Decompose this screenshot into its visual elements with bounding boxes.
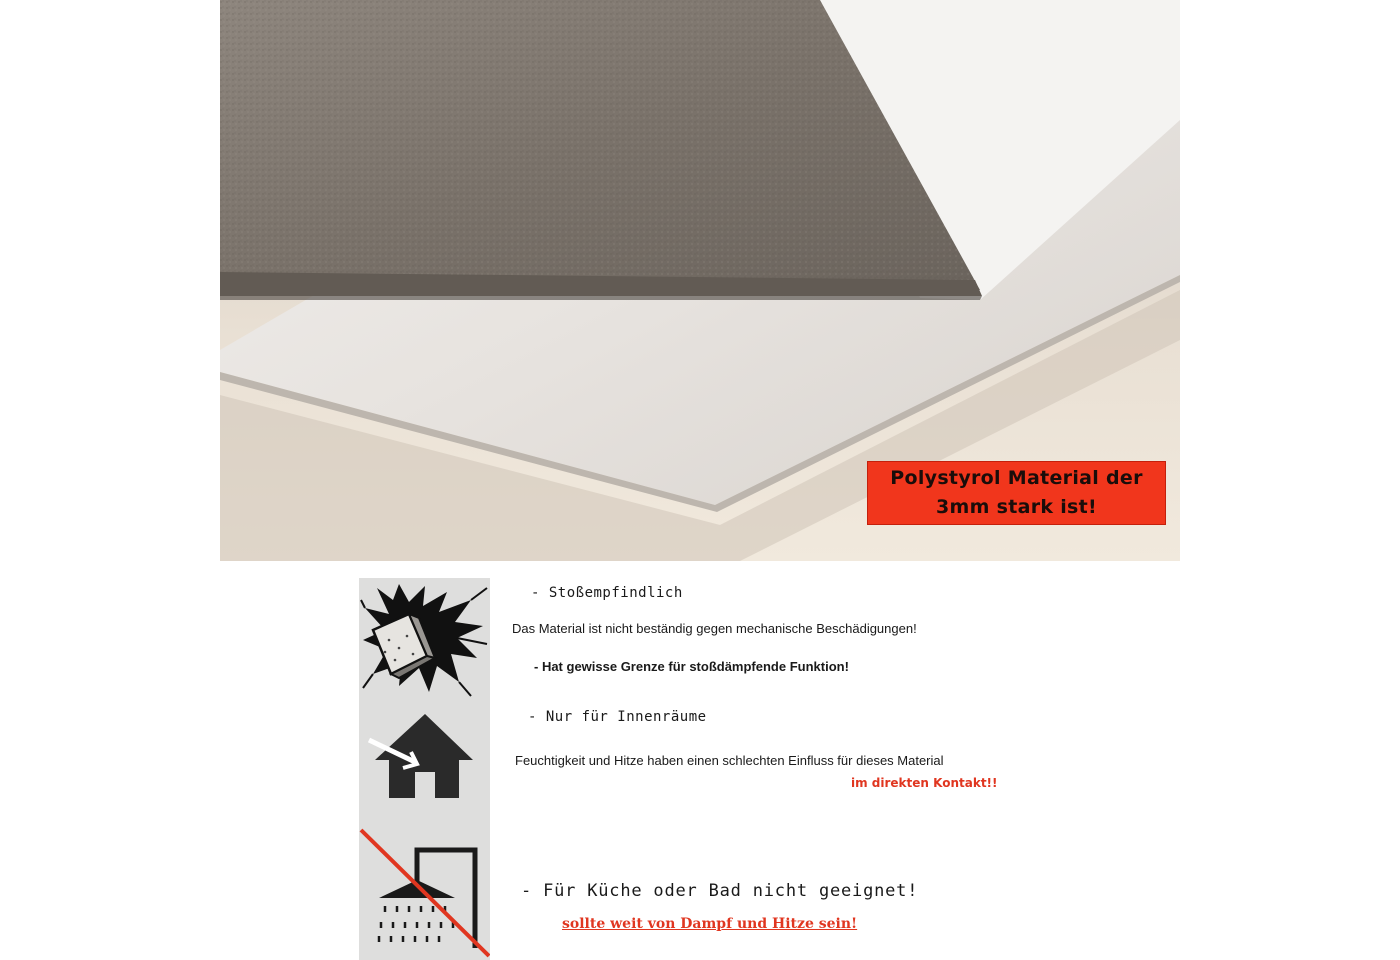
cracked-wall-impact-icon (359, 578, 490, 698)
feature-3-note: sollte weit von Dampf und Hitze sein! (562, 916, 858, 932)
feature-1-description: Das Material ist nicht beständig gegen mechanische Beschädigungen! (512, 621, 917, 636)
product-photo (220, 0, 1180, 561)
no-shower-icon (359, 828, 490, 960)
indoor-only-tile (359, 698, 490, 828)
feature-2-note: im direkten Kontakt!! (851, 776, 998, 790)
material-thickness-badge (867, 461, 1166, 525)
feature-2-description: Feuchtigkeit und Hitze haben einen schlechten Einfluss für dieses Material (515, 753, 944, 768)
no-bathroom-tile (359, 828, 490, 960)
impact-sensitive-tile (359, 578, 490, 698)
house-indoor-icon (359, 698, 490, 828)
feature-2-heading: - Nur für Innenräume (528, 709, 707, 725)
feature-1-heading: - Stoßempfindlich (531, 585, 683, 601)
feature-1-note: - Hat gewisse Grenze für stoßdämpfende Funktion! (534, 659, 849, 674)
badge-text: Polystyrol Material der 3mm stark ist! (890, 467, 1143, 518)
feature-3-heading: - Für Küche oder Bad nicht geeignet! (521, 881, 919, 901)
